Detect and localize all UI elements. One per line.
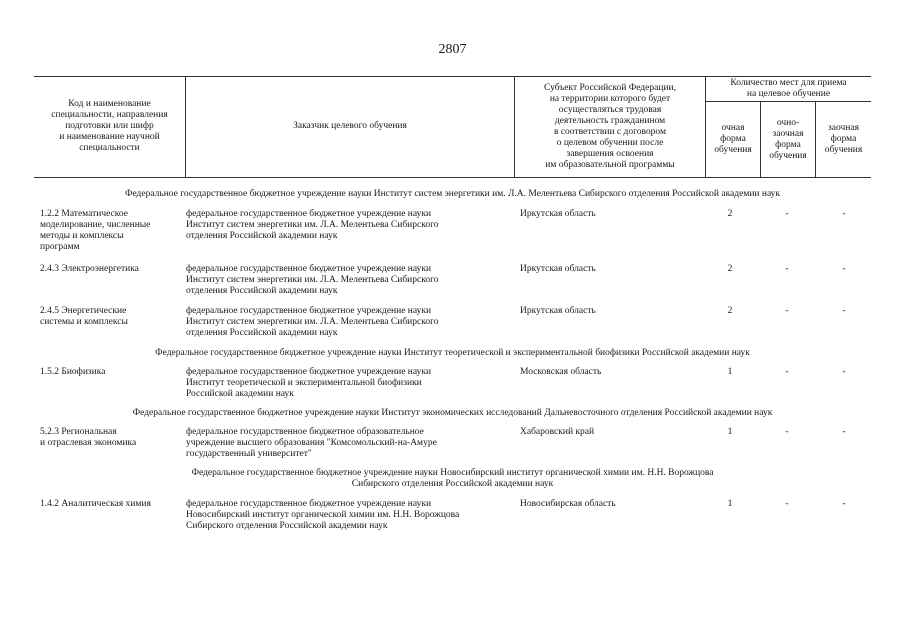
organization-title: Федеральное государственное бюджетное учреждение науки Институт систем энергетики им. Л.А. Мелентьева Сибирского отделения Российской академии наук	[124, 189, 781, 199]
part-time-places: -	[785, 499, 789, 509]
part-time-places: -	[785, 367, 789, 377]
part-time-places: -	[785, 306, 789, 316]
extramural-places: -	[842, 264, 846, 274]
header-bottom-border	[34, 177, 871, 178]
extramural-places: -	[842, 499, 846, 509]
header-places: Количество мест для приема на целевое обучение	[730, 77, 847, 99]
specialty-code: 1.5.2 Биофизика	[40, 367, 106, 377]
part-time-places: -	[785, 427, 789, 437]
header-full-time: очная форма обучения	[714, 123, 752, 155]
header-region: Субъект Российской Федерации, на территории которого будет осуществляться трудовая деятельность гражданином в соответствии с договором о целевом обучении после завершения освоения им образовательной программы	[544, 82, 676, 170]
page-number: 2807	[438, 42, 467, 57]
full-time-places: 2	[727, 306, 733, 316]
header-code: Код и наименование специальности, направления подготовки или шифр и наименование научной специальности	[51, 99, 168, 153]
region-name: Московская область	[520, 367, 602, 377]
region-name: Хабаровский край	[520, 427, 595, 437]
full-time-places: 1	[727, 427, 733, 437]
customer-name: федеральное государственное бюджетное образовательное учреждение высшего образования "Комсомольский-на-Амуре государственный университет"	[186, 427, 437, 459]
full-time-places: 2	[727, 209, 733, 219]
full-time-places: 2	[727, 264, 733, 274]
organization-title: Федеральное государственное бюджетное учреждение науки Новосибирский институт органической химии им. Н.Н. Ворожцова Сибирского отделения Российской академии наук	[191, 468, 714, 489]
region-name: Иркутская область	[520, 264, 596, 274]
region-name: Иркутская область	[520, 209, 596, 219]
extramural-places: -	[842, 209, 846, 219]
full-time-places: 1	[727, 367, 733, 377]
full-time-places: 1	[727, 499, 733, 509]
organization-title: Федеральное государственное бюджетное учреждение науки Институт теоретической и экспериментальной биофизики Российской академии наук	[155, 348, 750, 358]
header-customer: Заказчик целевого обучения	[293, 121, 407, 131]
customer-name: федеральное государственное бюджетное учреждение науки Новосибирский институт органической химии им. Н.Н. Ворожцова Сибирского отделения Российской академии наук	[186, 499, 460, 531]
customer-name: федеральное государственное бюджетное учреждение науки Институт систем энергетики им. Л.А. Мелентьева Сибирского отделения Российской академии наук	[186, 209, 439, 241]
header-part-time: очно- заочная форма обучения	[769, 117, 807, 161]
specialty-code: 1.2.2 Математическое моделирование, численные методы и комплексы программ	[40, 209, 151, 252]
customer-name: федеральное государственное бюджетное учреждение науки Институт систем энергетики им. Л.А. Мелентьева Сибирского отделения Российской академии наук	[186, 306, 439, 338]
customer-name: федеральное государственное бюджетное учреждение науки Институт систем энергетики им. Л.А. Мелентьева Сибирского отделения Российской академии наук	[186, 264, 439, 296]
part-time-places: -	[785, 209, 789, 219]
header-extramural: заочная форма обучения	[824, 123, 863, 155]
specialty-code: 1.4.2 Аналитическая химия	[40, 499, 151, 509]
specialty-code: 5.2.3 Региональная и отраслевая экономика	[40, 427, 137, 448]
customer-name: федеральное государственное бюджетное учреждение науки Институт теоретической и экспериментальной биофизики Российской академии наук	[186, 367, 432, 399]
part-time-places: -	[785, 264, 789, 274]
region-name: Новосибирская область	[520, 499, 616, 509]
extramural-places: -	[842, 367, 846, 377]
extramural-places: -	[842, 427, 846, 437]
extramural-places: -	[842, 306, 846, 316]
region-name: Иркутская область	[520, 306, 596, 316]
table-header	[34, 76, 871, 178]
specialty-code: 2.4.3 Электроэнергетика	[40, 264, 139, 274]
specialty-code: 2.4.5 Энергетические системы и комплексы	[40, 306, 128, 327]
organization-title: Федеральное государственное бюджетное учреждение науки Институт экономических исследований Дальневосточного отделения Российской академии наук	[132, 408, 773, 418]
